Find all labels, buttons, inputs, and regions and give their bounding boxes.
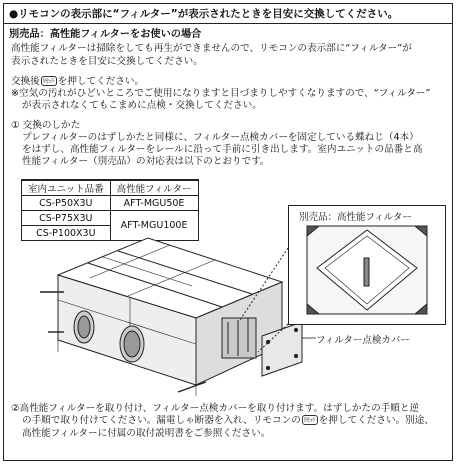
section-line-2: 表示されたときを目安に交換してください。 (11, 56, 203, 67)
table-header-filter: 高性能フィルター (110, 180, 198, 196)
step1-line-3: 性能フィルター（別売品）の対応表は以下のとおりです。 (22, 156, 270, 167)
filter-opening (222, 318, 256, 358)
step2-line-2-pre: の手順で取り付けてください。漏電しゃ断器を入れ、リモコンの (22, 415, 301, 426)
filter-callout-label: 別売品：高性能フィルター (299, 212, 412, 223)
step2-line-1: ②高性能フィルターを取り付け、フィルター点検カバーを取り付けます。はずしかたの手順と逆 (11, 403, 420, 414)
reset-post-text: を押してください。 (57, 76, 145, 87)
reset-pre-text: 交換後 (11, 76, 40, 87)
table-cell-unit: CS-P100X3U (22, 226, 111, 241)
filter-callout-box (288, 205, 446, 325)
table-cell-filter: AFT-MGU100E (110, 211, 198, 241)
note-line-1: ※空気の汚れがひどいところでご使用になりますと目づまりしやすくなりますので、“フィルター” (11, 88, 431, 99)
reset-button-icon: ﾘｾｯﾄ (303, 417, 316, 424)
step1-line-2: をはずし、高性能フィルターをレールに沿って手前に引き出します。室内ユニットの品番と高 (22, 144, 423, 155)
table-cell-unit: CS-P75X3U (22, 211, 111, 226)
step2-line-2-post: を押してください。別途、 (318, 415, 434, 426)
section-title: 別売品：高性能フィルターをお使いの場合 (9, 29, 202, 40)
step1-line-1: プレフィルターのはずしかたと同様に、フィルター点検カバーを固定している蝶ねじ（4本） (22, 132, 419, 143)
reset-button-icon: ﾘｾｯﾄ (42, 78, 55, 85)
table-cell-unit: CS-P50X3U (22, 196, 111, 211)
step2-line-2 (22, 415, 434, 427)
table-header-unit: 室内ユニット品番 (22, 180, 111, 196)
table-cell-filter: AFT-MGU50E (110, 196, 198, 211)
page-header: ●リモコンの表示部に“フィルター”が表示されたときを目安に交換してください。 (4, 4, 452, 24)
step1-title: ① 交換のしかた (11, 120, 81, 131)
cover-label: フィルター点検カバー (316, 335, 410, 346)
note-line-2: が表示されなくてもこまめに点検・交換してください。 (22, 100, 262, 111)
filter-detail-drawing (289, 206, 445, 324)
step2-line-3: 高性能フィルターに付属の取付説明書をご参照ください。 (22, 428, 271, 439)
section-line-1: 高性能フィルターは掃除をしても再生ができませんので、リモコンの表示部に“フィルター”が (11, 43, 412, 54)
